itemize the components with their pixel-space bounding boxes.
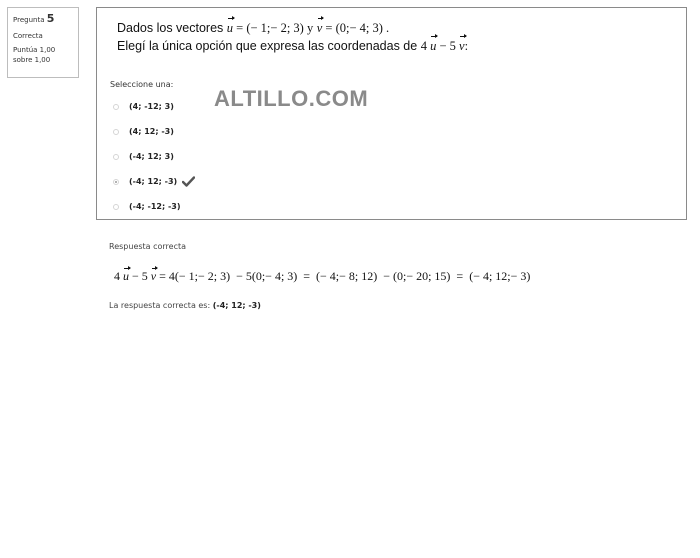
solution-vector-u: u [123, 269, 129, 283]
correct-answer [109, 301, 261, 310]
question-number [13, 11, 73, 27]
expr-coef: 4 [420, 39, 427, 53]
question-statement [117, 19, 468, 55]
option-label: (4; 12; -3) [129, 127, 174, 136]
expr-colon: : [464, 39, 469, 53]
score-line-1: Puntúa 1,00 [13, 46, 56, 55]
correct-answer-label: La respuesta correcta es: [109, 301, 211, 310]
radio-button[interactable] [113, 204, 119, 210]
vector-u: u [226, 21, 234, 35]
question-number-value: 5 [46, 12, 55, 25]
radio-button[interactable] [113, 104, 119, 110]
vector-u-value: = (− 1;− 2; 3) [236, 21, 304, 35]
expr-vector-u: u [430, 39, 437, 53]
expr-minus: − 5 [439, 39, 456, 53]
score-line-2: sobre 1,00 [13, 56, 51, 65]
solution-vector-v: v [150, 269, 157, 283]
watermark: ALTILLO.COM [214, 86, 369, 111]
solution-steps: = 4(− 1;− 2; 3) − 5(0;− 4; 3) = (− 4;− 8; 12) − (0;− 20; 15) = (− 4; 12;− 3) [159, 269, 531, 283]
statement-line-2 [117, 37, 468, 55]
option-label: (-4; 12; -3) [129, 177, 178, 186]
solution-formula [114, 269, 530, 284]
question-content [96, 7, 687, 220]
statement-prompt: Elegí la única opción que expresa las coordenadas de [117, 39, 418, 53]
answer-option[interactable] [113, 144, 195, 169]
checkmark-icon [182, 176, 195, 187]
answer-options [113, 94, 195, 219]
conjunction: y [306, 21, 314, 35]
option-label: (-4; 12; 3) [129, 152, 174, 161]
option-label: (4; -12; 3) [129, 102, 174, 111]
solution-minus: − 5 [132, 269, 148, 283]
question-score [13, 45, 73, 65]
option-label: (-4; -12; -3) [129, 202, 181, 211]
statement-prefix: Dados los vectores [117, 21, 224, 35]
question-status: Correcta [13, 31, 43, 40]
vector-v: v [316, 21, 323, 35]
answer-option-selected[interactable] [113, 169, 195, 194]
answer-option[interactable] [113, 94, 195, 119]
select-one-label: Seleccione una: [110, 80, 174, 89]
solution-coef: 4 [114, 269, 120, 283]
radio-button-selected[interactable] [113, 179, 119, 185]
expr-vector-v: v [459, 39, 465, 53]
radio-button[interactable] [113, 129, 119, 135]
question-number-label: Pregunta [13, 16, 45, 24]
vector-v-value: = (0;− 4; 3) . [325, 21, 390, 35]
feedback-title: Respuesta correcta [109, 242, 187, 251]
statement-line-1 [117, 19, 468, 37]
answer-option[interactable] [113, 194, 195, 219]
question-info-panel [7, 7, 79, 78]
answer-option[interactable] [113, 119, 195, 144]
radio-button[interactable] [113, 154, 119, 160]
correct-answer-value: (-4; 12; -3) [212, 301, 261, 310]
